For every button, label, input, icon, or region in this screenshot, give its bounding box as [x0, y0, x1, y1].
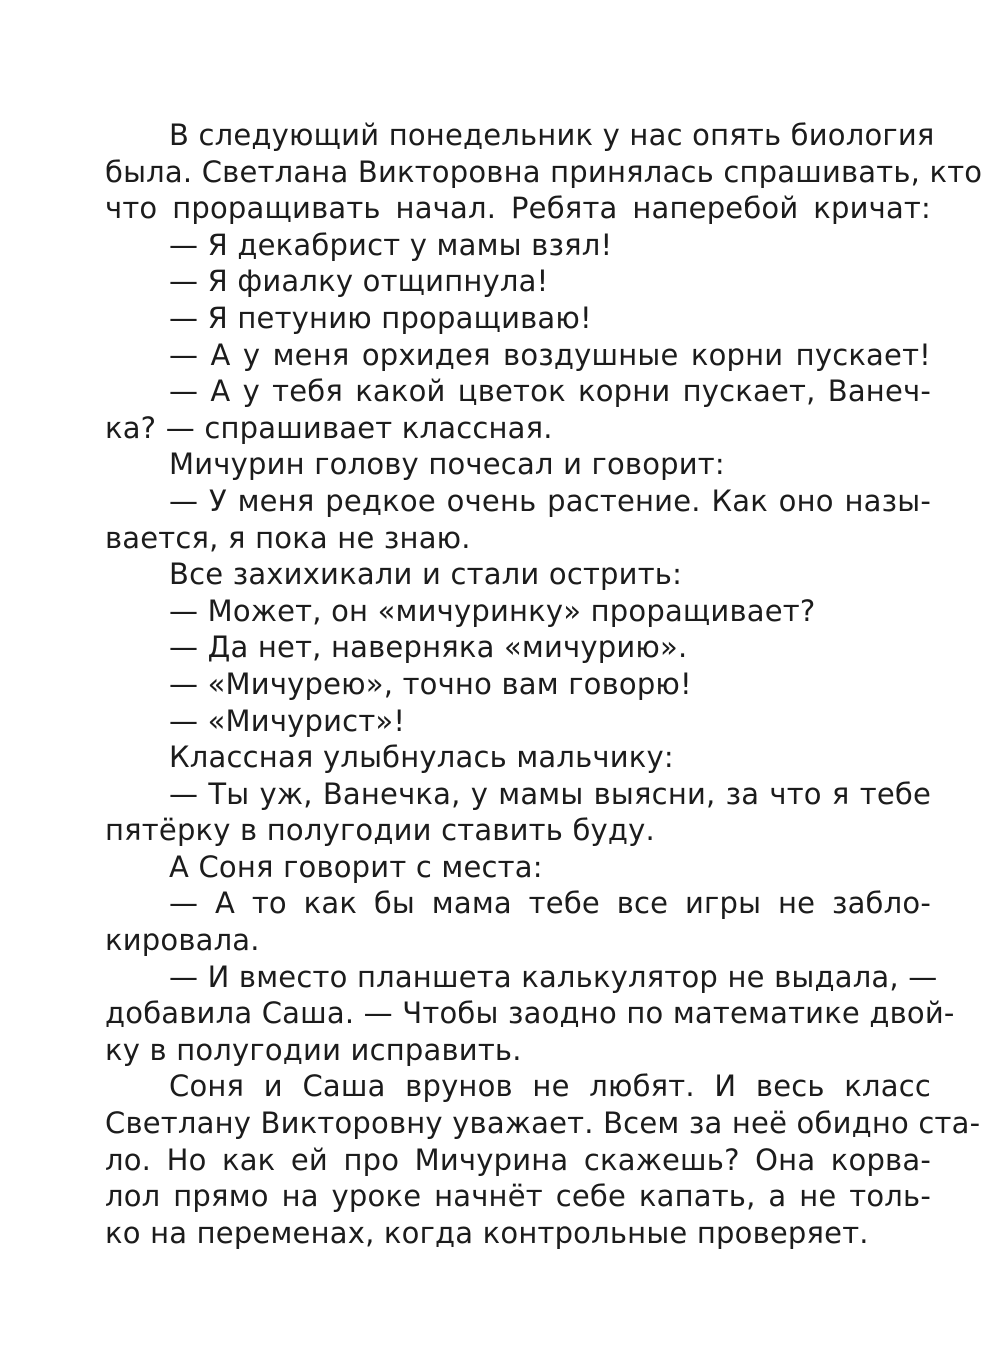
text-line: ка? — спрашивает классная. — [105, 410, 553, 445]
text-line: — «Мичурею», точно вам говорю! — [169, 666, 692, 701]
text-line: лол прямо на уроке начнёт себе капать, а не толь- — [105, 1179, 931, 1214]
text-line: ло. Но как ей про Мичурина скажешь? Она корва- — [105, 1142, 931, 1177]
text-line: — Я фиалку отщипнула! — [169, 264, 549, 299]
page-text — [105, 117, 983, 1251]
text-line: — Я петунию проращиваю! — [169, 300, 592, 335]
text-line: Мичурин голову почесал и говорит: — [169, 447, 725, 482]
text-line: — «Мичурист»! — [169, 703, 406, 738]
text-line: ку в полугодии исправить. — [105, 1032, 522, 1067]
text-line: — А у тебя какой цветок корни пускает, Ванеч- — [169, 374, 931, 409]
text-line: А Соня говорит с места: — [169, 849, 543, 884]
text-line: вается, я пока не знаю. — [105, 520, 471, 555]
text-line: что проращивать начал. Ребята наперебой кричат: — [105, 191, 931, 226]
text-line: Соня и Саша врунов не любят. И весь класс — [169, 1069, 931, 1104]
text-line: — А то как бы мама тебе все игры не забло- — [169, 886, 931, 921]
text-line: — У меня редкое очень растение. Как оно назы- — [169, 483, 931, 518]
text-line: — А у меня орхидея воздушные корни пускает! — [169, 337, 931, 372]
text-line: — Может, он «мичуринку» проращивает? — [169, 593, 816, 628]
text-line: — Ты уж, Ванечка, у мамы выясни, за что я тебе — [169, 776, 931, 811]
text-line: Классная улыбнулась мальчику: — [169, 740, 674, 775]
text-line: Все захихикали и стали острить: — [169, 557, 683, 592]
text-line: добавила Саша. — Чтобы заодно по математике двой- — [105, 996, 955, 1031]
text-line: — И вместо планшета калькулятор не выдала, — — [169, 959, 938, 994]
text-line: — Я декабрист у мамы взял! — [169, 227, 613, 262]
text-line: Светлану Викторовну уважает. Всем за неё обидно ста- — [105, 1106, 981, 1141]
text-line: — Да нет, наверняка «мичурию». — [169, 630, 688, 665]
text-line: пятёрку в полугодии ставить буду. — [105, 813, 655, 848]
text-line: ко на переменах, когда контрольные проверяет. — [105, 1215, 869, 1250]
text-line: была. Светлана Викторовна принялась спрашивать, кто — [105, 154, 983, 189]
text-line: В следующий понедельник у нас опять биология — [169, 118, 935, 152]
text-line: кировала. — [105, 923, 260, 958]
